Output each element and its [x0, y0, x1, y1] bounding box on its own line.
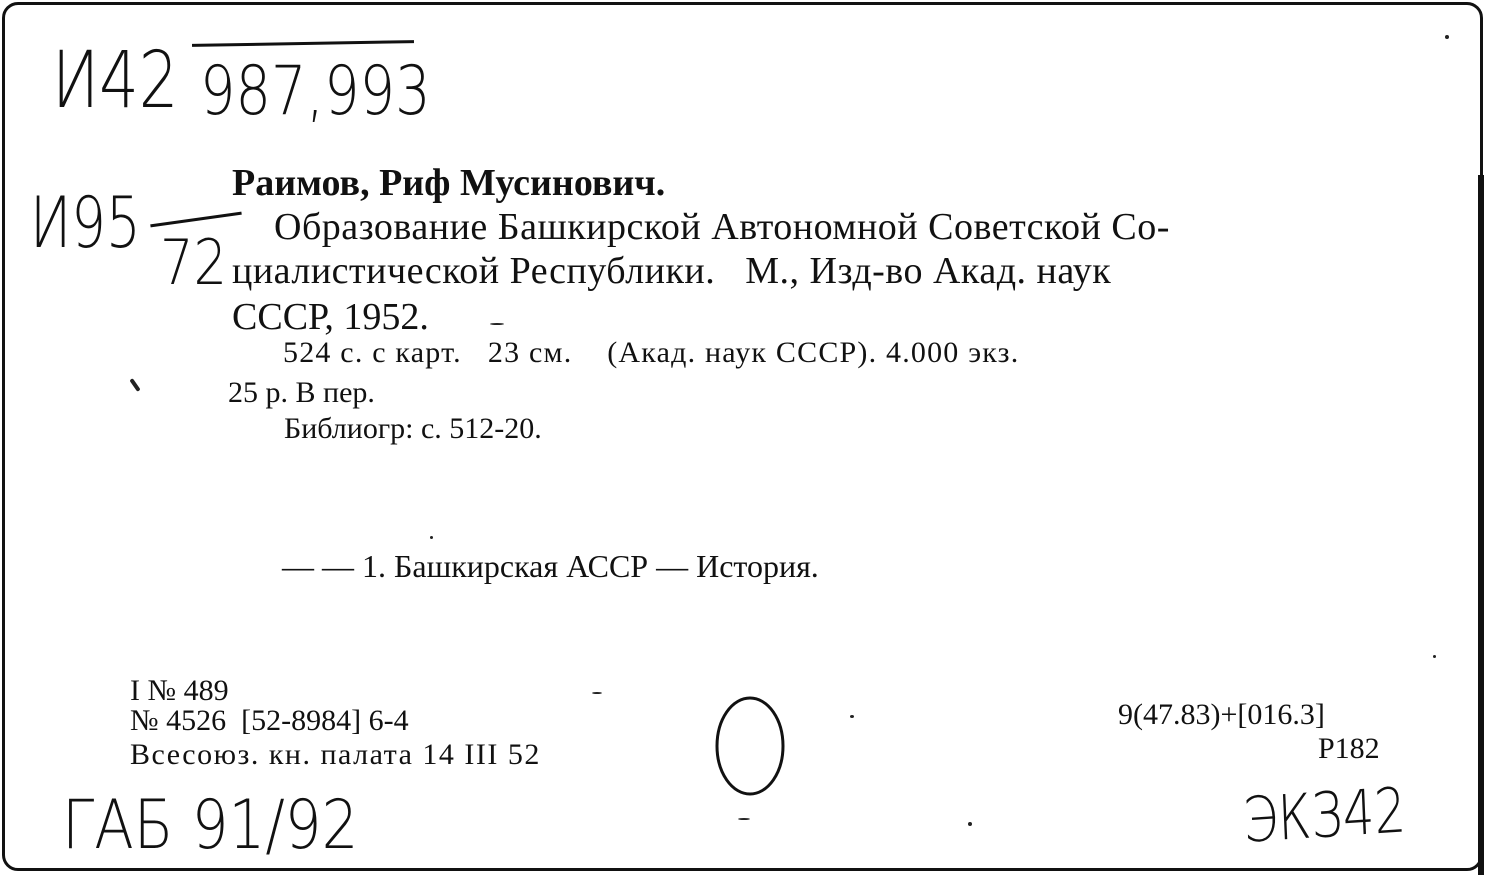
handwritten-shelf-mark-top: И95 [30, 182, 141, 264]
record-title-line-1: Образование Башкирской Автономной Советской Со- [274, 206, 1170, 248]
registry-line-1: I № 489 [130, 674, 229, 707]
scan-speck [592, 692, 602, 694]
record-bibliography: Библиогр: с. 512-20. [284, 412, 542, 445]
scan-speck [1445, 35, 1449, 39]
record-physical-line-2: 25 р. В пер. [228, 376, 375, 409]
scan-speck [850, 715, 854, 718]
scan-speck [1433, 655, 1436, 658]
scan-speck [968, 822, 972, 826]
scan-speck [430, 536, 433, 539]
handwritten-inventory-left: ГАБ 91/92 [62, 786, 359, 865]
handwritten-call-number-prefix: И42 [52, 36, 179, 126]
record-subject-heading: — — 1. Башкирская АССР — История. [282, 548, 819, 584]
record-physical-line-1: 524 с. с карт. 23 см. (Акад. наук СССР). 4.000 экз. [283, 336, 1020, 369]
scan-speck [738, 818, 750, 820]
classification-line-1: 9(47.83)+[016.3] [1118, 698, 1325, 731]
card-right-edge [1478, 175, 1484, 875]
record-author: Раимов, Риф Мусинович. [232, 162, 666, 204]
handwritten-inventory-right: ЭКЗ42 [1241, 773, 1408, 857]
registry-line-2: № 4526 [52-8984] 6-4 [130, 704, 409, 737]
classification-line-2: Р182 [1318, 732, 1380, 765]
registry-line-3: Всесоюз. кн. палата 14 III 52 [130, 738, 541, 771]
handwritten-shelf-mark-bottom: 72 [160, 226, 228, 299]
record-title-line-2: циалистической Республики. М., Изд-во Акад. наук [232, 250, 1112, 292]
record-title-line-3: СССР, 1952. [232, 296, 429, 338]
handwritten-call-number-value: 987,993 [200, 52, 431, 131]
scan-speck [490, 323, 504, 325]
card-punch-hole [708, 692, 798, 802]
